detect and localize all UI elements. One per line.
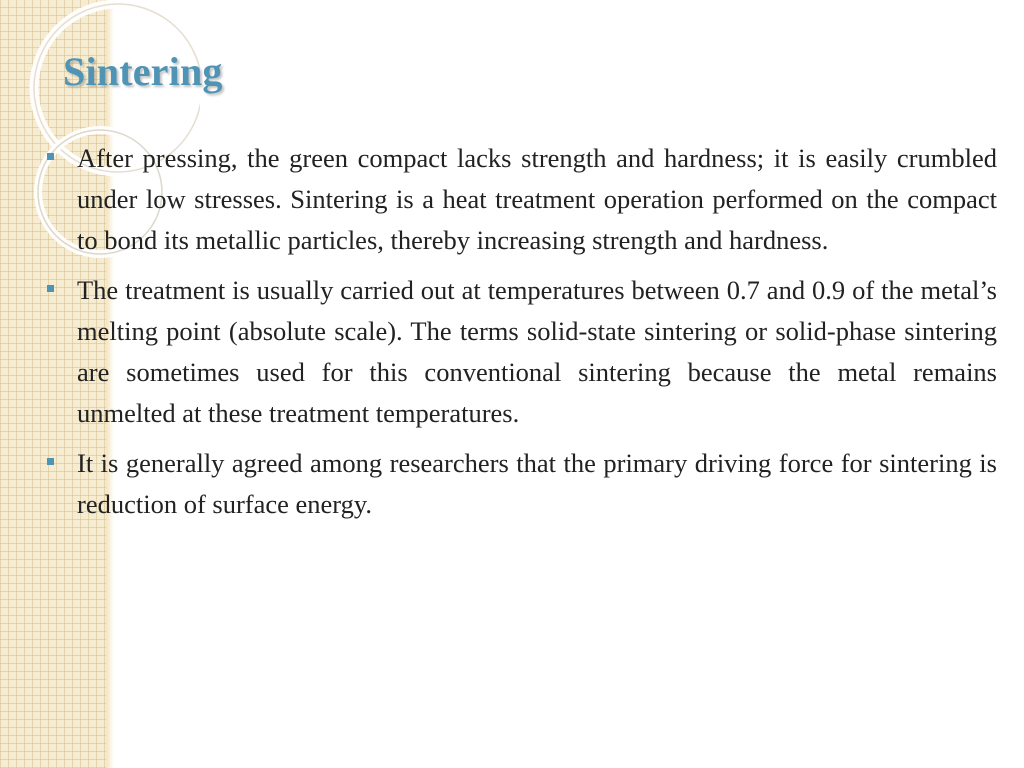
bullet-item [47, 270, 997, 434]
bullet-text: After pressing, the green compact lacks strength and hardness; it is easily crumbled under low stresses. Sintering is a heat treatment operation performed on the compact to bond its metallic particles, thereby increasing strength and hardness. [77, 143, 997, 255]
bullet-list [47, 138, 997, 534]
bullet-text: The treatment is usually carried out at temperatures between 0.7 and 0.9 of the metal’s melting point (absolute scale). The terms solid-state sintering or solid-phase sintering are sometimes used for this conventional sintering because the metal remains unmelted at these treatment temperatures. [77, 275, 997, 428]
square-bullet-icon [47, 458, 54, 465]
bullet-item [47, 443, 997, 525]
bullet-item [47, 138, 997, 261]
square-bullet-icon [47, 153, 54, 160]
slide-title: Sintering [63, 49, 223, 94]
square-bullet-icon [47, 285, 54, 292]
bullet-text: It is generally agreed among researchers that the primary driving force for sintering is reduction of surface energy. [77, 448, 997, 519]
